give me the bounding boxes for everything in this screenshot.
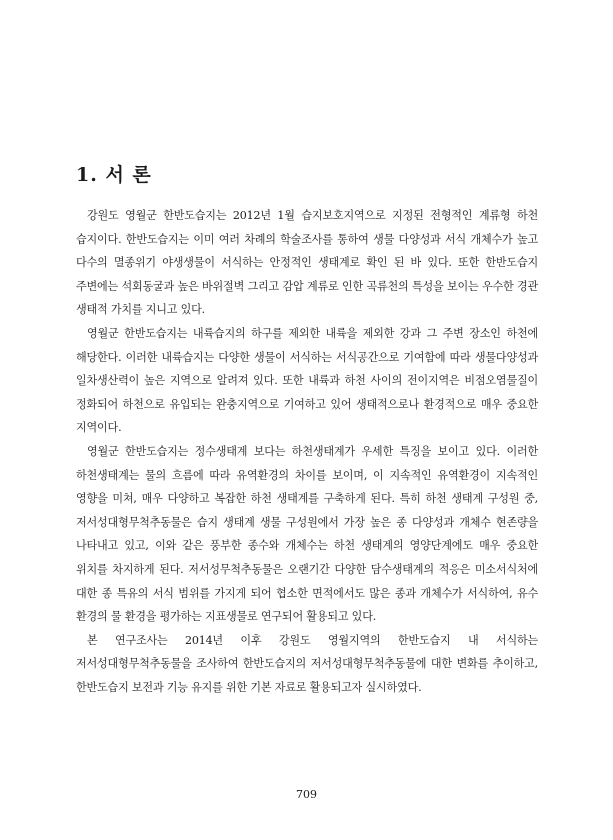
paragraph: 영월군 한반도습지는 정수생태계 보다는 하천생태계가 우세한 특징을 보이고 있다. 이러한 하천생태계는 물의 흐름에 따라 유역환경의 차이를 보이며, 이 지속적인 유역환경이 지속적인 영향을 미쳐, 매우 다양하고 복잡한 하천 생태계를 구축하게 된다. 특히 하천 생태계 구성원 중, 저서성대형무척추동물은 습지 생태계 생물 구성원에서 가장 높은 종 다양성과 개체수 현존량을 나타내고 있고, 이와 같은 풍부한 종수와 개체수는 하천 생태계의 영양단계에도 매우 중요한 위치를 차지하게 된다. 저서성무척추동물은 오랜기간 다양한 담수생태계의 적응은 미소서식처에 대한 종 특유의 서식 범위를 가지게 되어 협소한 면적에서도 많은 종과 개체수가 서식하여, 유수 환경의 물 환경을 평가하는 지표생물로 연구되어 활용되고 있다. — [76, 444, 538, 624]
section-title: 1. 서 론 — [76, 164, 152, 186]
paragraph: 강원도 영월군 한반도습지는 2012년 1월 습지보호지역으로 지정된 전형적인 계류형 하천 습지이다. 한반도습지는 이미 여러 차례의 학술조사를 통하여 생물 다양성과 서식 개체수가 높고 다수의 멸종위기 야생생물이 서식하는 안정적인 생태계로 확인 된 바 있다. 또한 한반도습지 주변에는 석회동굴과 높은 바위절벽 그리고 감압 계류로 인한 곡류천의 특성을 보이는 우수한 경관 생태적 가치를 지니고 있다. — [76, 209, 538, 317]
page-number: 709 — [296, 788, 317, 801]
paragraph: 본 연구조사는 2014년 이후 강원도 영월지역의 한반도습지 내 서식하는 저서성대형무척추동물을 조사하여 한반도습지의 저서성대형무척추동물에 대한 변화를 추이하고, 한반도습지 보전과 기능 유지를 위한 기본 자료로 활용되고자 실시하였다. — [76, 633, 538, 694]
body-text — [76, 204, 538, 699]
paragraph: 영월군 한반도습지는 내륙습지의 하구를 제외한 내륙을 제외한 강과 그 주변 장소인 하천에 해당한다. 이러한 내륙습지는 다양한 생물이 서식하는 서식공간으로 기여함에 따라 생물다양성과 일차생산력이 높은 지역으로 알려져 있다. 또한 내륙과 하천 사이의 전이지역은 비점오염물질이 정화되어 하천으로 유입되는 완충지역으로 기여하고 있어 생태적으로나 환경적으로 매우 중요한 지역이다. — [76, 326, 538, 435]
